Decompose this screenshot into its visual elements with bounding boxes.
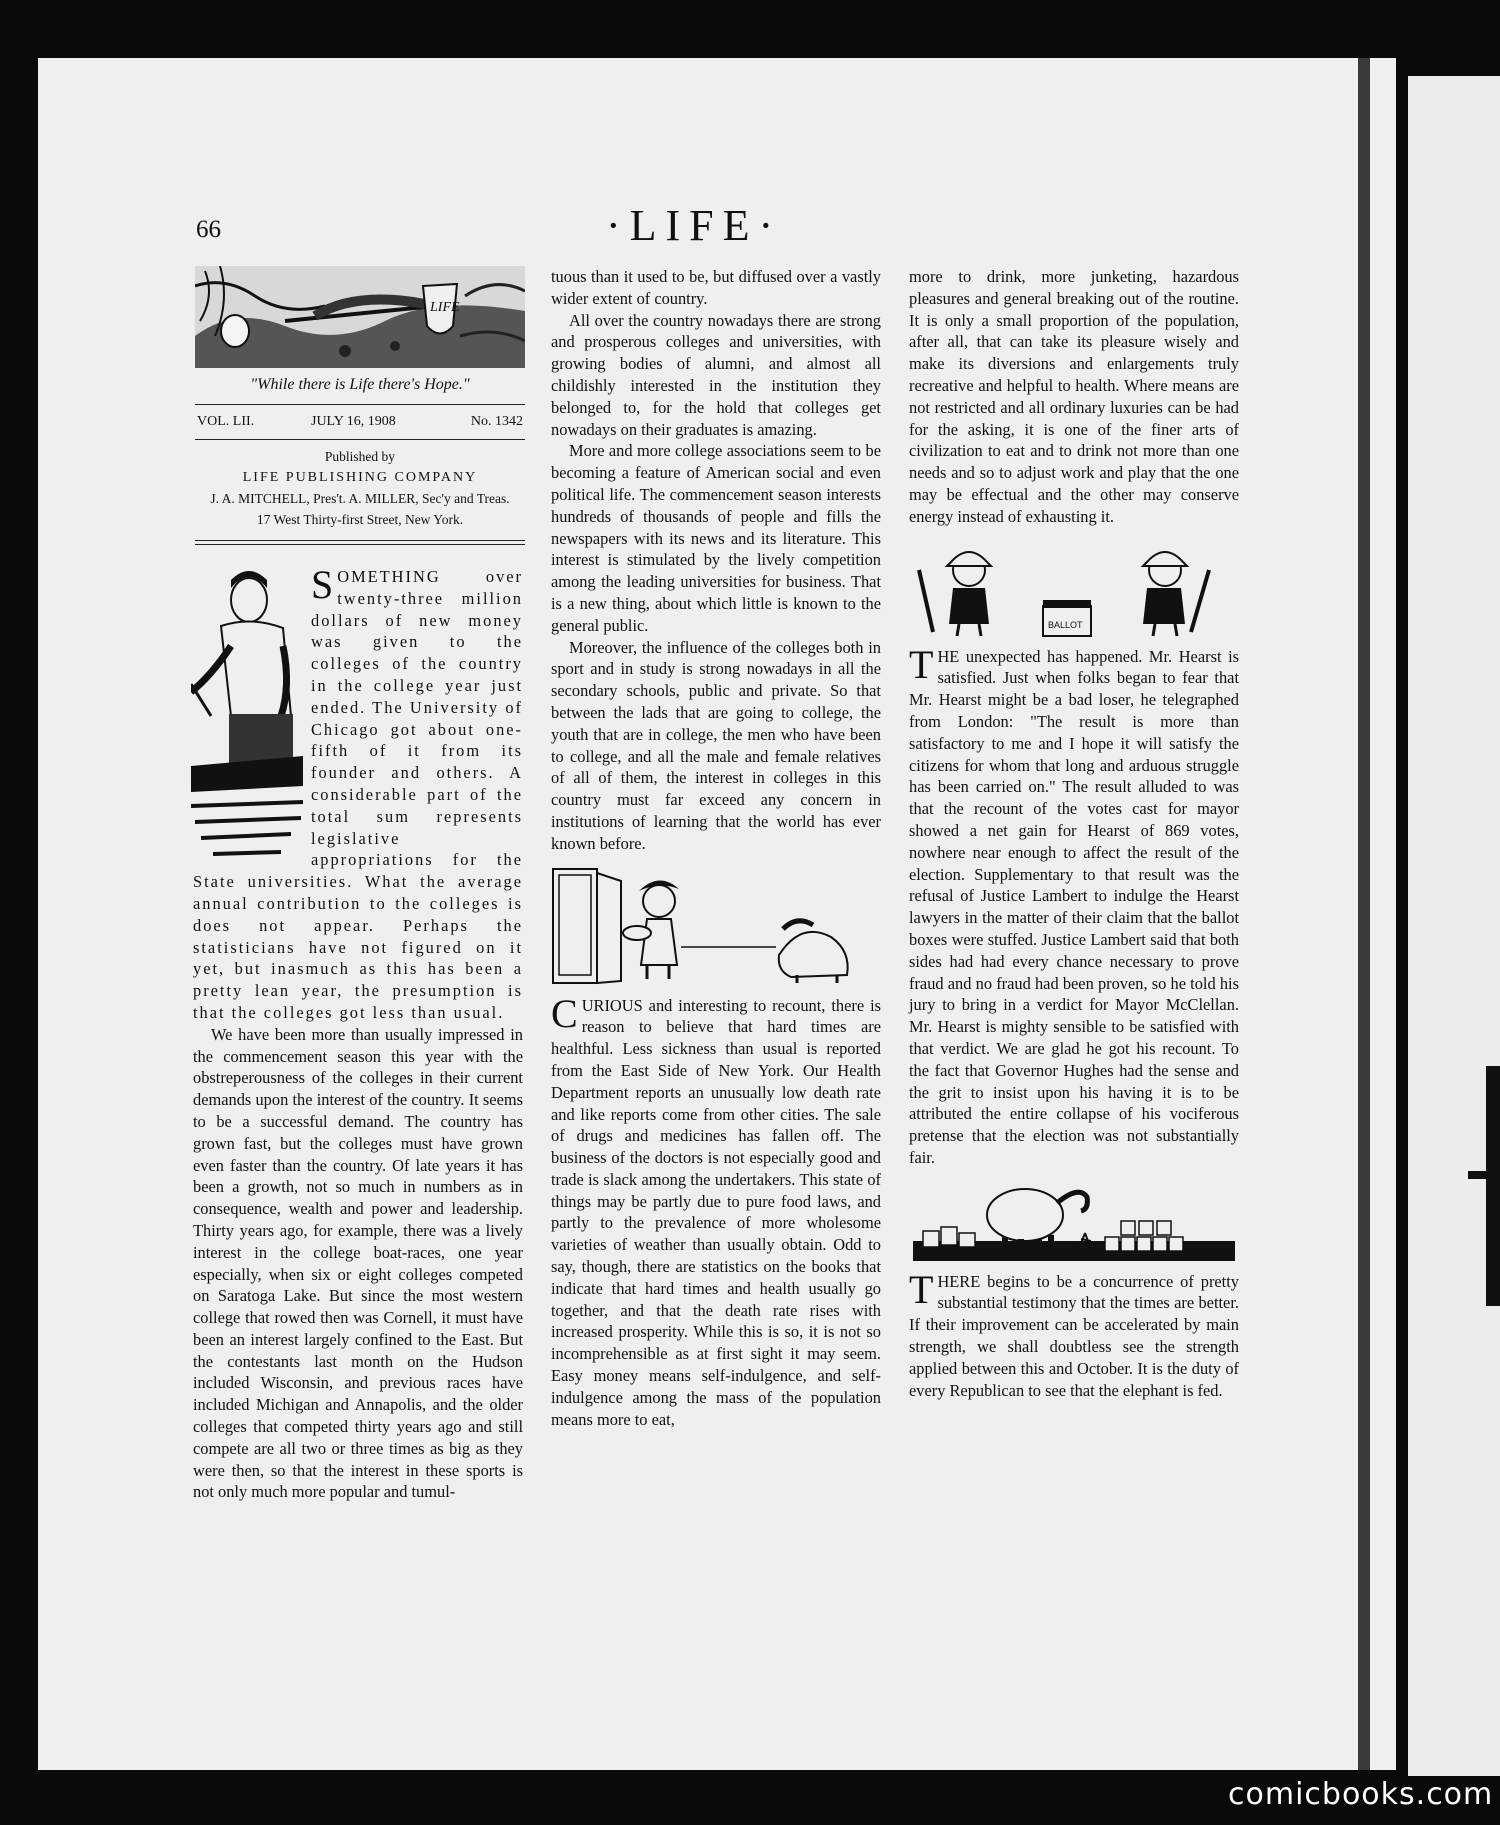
col3-paragraph-1: more to drink, more junketing, hazardous pleasures and general breaking out of the routine. It is only a small proportion of the population, after all, that can take its pleasure wisely and make its diversions and enlargements truly recreative and helpful to health. Where means are not restricted and all ordinary luxuries can be had for the asking, it is one of the finer arts of civilization to eat and to drink not more than one needs and so to adjust work and play that the one may be effectual and the other may conserve energy instead of exhausting it. bbox=[909, 267, 1239, 526]
published-by: Published by bbox=[324, 449, 396, 464]
svg-text:LIFE: LIFE bbox=[430, 300, 460, 315]
column-3 bbox=[909, 266, 1239, 1401]
col2-drop-cap: C bbox=[551, 990, 578, 1036]
issue-number: No. 1342 bbox=[470, 414, 523, 429]
column-2 bbox=[551, 266, 881, 1430]
col2-paragraph-3: More and more college associations seem to be becoming a feature of American social and even political life. The commencement season interests hundreds of thousands of people and fills the newspapers with its news and its literature. This interest is stimulated by the lively competition among the leading universities for business. That is a new thing, about which little is known to the general public. bbox=[551, 441, 881, 635]
publisher-block bbox=[195, 446, 525, 530]
issue-volume: VOL. LII. bbox=[197, 414, 255, 429]
masthead-banner-illustration bbox=[195, 266, 525, 368]
ballot-cartoon bbox=[909, 540, 1239, 640]
col1-paragraph-2: We have been more than usually impressed in the commencement season this year with the obstreperousness of the colleges in their current demands upon the interest of the country. It seems to be a successful demand. The country has grown fast, but the colleges must have grown even faster than the country. Of late years it has been a growth, not so much in numbers as in consequence, wealth and power and leadership. Thirty years ago, for example, there was a lively interest in the college boat-races, one year especially, when six or eight colleges competed on Saratoga Lake. But since the most western college that rowed then was Cornell, it must have been an interest largely confined to the East. But the contestants last month on the Hudson included Wisconsin, and previous races have included Michigan and Annapolis, and the older colleges that competed thirty years ago and still compete are all two or three times as big as they were then, so that the interest in these sports is not only much more popular and tumul- bbox=[193, 1024, 523, 1502]
watermark: comicbooks.com bbox=[1228, 1777, 1494, 1812]
cupboard-cartoon bbox=[551, 865, 881, 987]
col3-drop-cap-2: T bbox=[909, 1266, 934, 1312]
issue-date: JULY 16, 1908 bbox=[311, 414, 396, 429]
col1-lead-text: OMETHING over twenty-three million dollars of new money was given to the colleges of the country in the college year just ended. The University of Chicago got about one-fifth of it from its founder and others. A considerable part of the total sum represents legislative appropriations for the State universities. What the average annual contribution to the colleges is does not appear. Perhaps the statisticians have not figured on it yet, but inasmuch as this has been a pretty lean year, the presumption is that the colleges got less than usual. bbox=[193, 567, 523, 1022]
publisher-company: LIFE PUBLISHING COMPANY bbox=[242, 470, 478, 485]
page-spine bbox=[1358, 58, 1370, 1770]
col3-hearst-text: HE unexpected has happened. Mr. Hearst is satisfied. Just when folks began to fear that Mr. Hearst might be a bad loser, he telegraphed from London: "The result is more than satisfactory to me and I hope it will satisfy the citizens for whom that long and arduous struggle has been carried on." The result alluded to was that the recount of the votes cast for mayor showed a net gain for Hearst of 869 votes, nowhere near enough to affect the result of the election. Supplementary to that result was the refusal of Justice Lambert to indulge the Hearst lawyers in the matter of their claim that the ballot boxes were stuffed. Justice Lambert said that both sides had had every chance necessary to prove fraud and no fraud had been proven, so he told his jury to bring in a verdict for Mayor McClellan. Mr. Hearst is mighty sensible to be satisfied with that verdict. We are glad he got his recount. To the fact that Governor Hughes had the sense and the grit to insist upon his having it is to be attributed the entire collapse of his vociferous pretense that the election was not substantially fair. bbox=[909, 646, 1239, 1167]
rower-illustration bbox=[191, 566, 303, 862]
adjacent-page-mark-2 bbox=[1468, 1171, 1500, 1179]
adjacent-page-edge bbox=[1408, 76, 1500, 1776]
publisher-address: 17 West Thirty-first Street, New York. bbox=[256, 512, 464, 527]
col1-drop-cap: S bbox=[311, 562, 334, 607]
issue-info-line bbox=[195, 404, 525, 440]
col2-paragraph-4: Moreover, the influence of the colleges both in sport and in study is strong nowadays in all the secondary schools, public and private. So that between the lads that are going to college, the youth that are in college, the men who have been to college, and all the male and female relatives of all of them, the interest in colleges in this country must far exceed any concern in institutions of learning that the world has ever known before. bbox=[551, 637, 881, 853]
col2-paragraph-2: All over the country nowadays there are strong and prosperous colleges and universities, with growing bodies of alumni, and almost all childishly interested in the institution they belonged to, for the hold that colleges get nowadays on their graduates is amazing. bbox=[551, 310, 881, 439]
col3-drop-cap: T bbox=[909, 641, 934, 687]
column-1 bbox=[193, 562, 523, 1503]
ballot-box-label: BALLOT bbox=[1048, 619, 1083, 630]
adjacent-page-mark bbox=[1486, 1066, 1500, 1306]
double-rule bbox=[195, 540, 525, 545]
col2-paragraph-1: tuous than it used to be, but diffused over a vastly wider extent of country. bbox=[551, 267, 881, 308]
page-number: 66 bbox=[196, 216, 221, 243]
col2-curious-paragraph bbox=[551, 990, 881, 1431]
col3-hearst-paragraph bbox=[909, 641, 1239, 1169]
col2-curious-text: URIOUS and interesting to recount, there is reason to believe that hard times are healthful. Less sickness than usual is reported from the East Side of New York. Our Health Department reports an unusually low death rate and like reports come from other cities. The sale of drugs and medicines has fallen off. The business of the doctors is not especially good and trade is slack among the undertakers. This state of things may be partly due to pure food laws, and partly to the prevalence of more wholesome varieties of weather than usually obtain. Odd to say, though, there are statistics on the books that indicate that hard times and health usually go together, and that the death rate rises with increased prosperity. While this is so, it is not so incomprehensible as at first sight it may seem. Easy money means self-indulgence, and self-indulgence among the mass of the population means more to eat, bbox=[551, 995, 881, 1429]
col3-elephant-paragraph bbox=[909, 1266, 1239, 1402]
col3-elephant-text: HERE begins to be a concurrence of pretty substantial testimony that the times are better. If their improvement can be accelerated by main strength, we shall doubtless see the strength applied between this and October. It is the duty of every Republican to see that the elephant is fed. bbox=[909, 1271, 1239, 1400]
masthead-title: ·LIFE· bbox=[606, 201, 783, 250]
masthead-motto: "While there is Life there's Hope." bbox=[250, 376, 470, 393]
elephant-cartoon bbox=[909, 1179, 1239, 1265]
publisher-officers: J. A. MITCHELL, Pres't. A. MILLER, Sec'y and Treas. bbox=[210, 491, 510, 506]
